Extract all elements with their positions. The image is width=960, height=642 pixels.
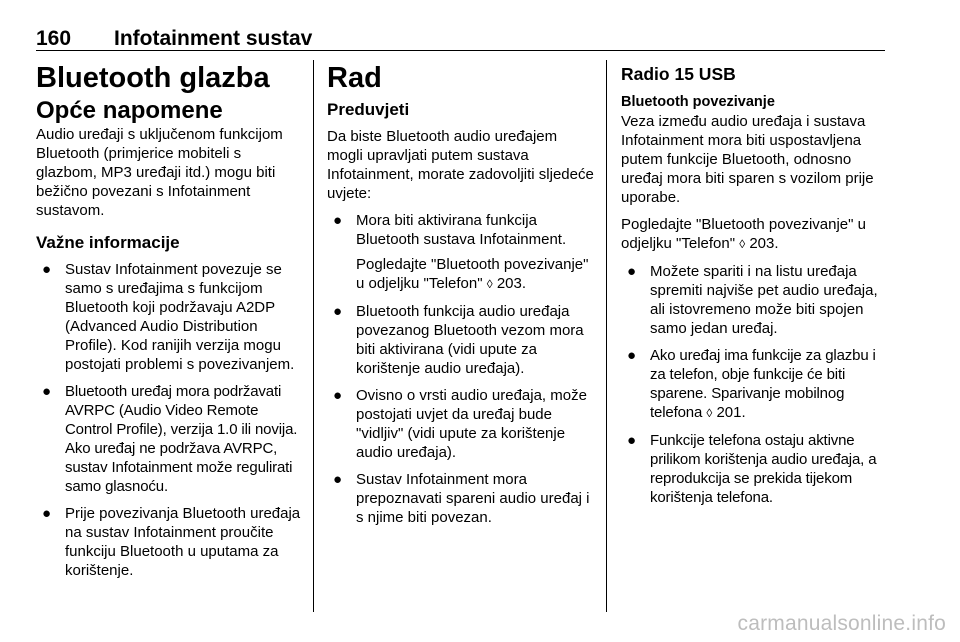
- watermark-text: carmanualsonline.info: [737, 612, 946, 635]
- list-item-text: Možete spariti i na listu uređaja spremiti najviše pet audio uređaja, ali istovremeno može biti spojen samo jedan uređaj.: [650, 263, 878, 337]
- prerequisites-list: [327, 211, 595, 527]
- list-item: [36, 260, 302, 374]
- list-item: [327, 386, 595, 462]
- bullet-icon: ●: [333, 471, 343, 488]
- pairing-notes-list: [621, 262, 887, 507]
- bullet-icon: ●: [333, 212, 343, 229]
- list-item: [36, 504, 302, 580]
- intro-paragraph: Audio uređaji s uključenom funkcijom Bluetooth (primjerice mobiteli s glazbom, MP3 uređaji itd.) mogu biti bežično povezani s Infotainment sustavom.: [36, 126, 283, 219]
- list-item: [327, 470, 595, 527]
- bullet-icon: ●: [333, 303, 343, 320]
- important-info-list: [36, 260, 302, 580]
- cross-reference-text: Pogledajte "Bluetooth povezivanje" u odjeljku "Telefon": [621, 216, 866, 252]
- prerequisites-title: Preduvjeti: [327, 100, 410, 119]
- column-operation: [327, 60, 595, 535]
- list-item-text: Funkcije telefona ostaju aktivne prilikom korištenja audio uređaja, a reprodukcija se prekida tijekom korištenja telefona.: [650, 432, 877, 506]
- intro-paragraph: Veza između audio uređaja i sustava Infotainment mora biti uspostavljena putem funkcije Bluetooth, odnosno uređaj mora biti sparen s vozilom prije uporabe.: [621, 113, 874, 206]
- list-item-text: Sustav Infotainment povezuje se samo s uređajima s funkcijom Bluetooth koji podržavaju A2DP (Advanced Audio Distribution Profile). Kod ranijih verzija mogu postojati problemi s povezivanjem.: [65, 261, 295, 373]
- list-item: [327, 211, 595, 294]
- list-item-text: Ovisno o vrsti audio uređaja, može postojati uvjet da uređaj bude "vidljiv" (vidi upute za korištenje audio uređaja).: [356, 387, 587, 461]
- page-reference-icon: ◊: [706, 406, 713, 420]
- bullet-icon: ●: [42, 261, 52, 278]
- bullet-icon: ●: [42, 505, 52, 522]
- bullet-icon: ●: [627, 263, 637, 280]
- list-item: [621, 262, 887, 338]
- list-item-text: Mora biti aktivirana funkcija Bluetooth sustava Infotainment.: [356, 212, 567, 248]
- list-item-text: Ako uređaj ima funkcije za glazbu i za telefon, obje funkcije će biti sparene. Sparivanje mobilnog telefona: [650, 347, 876, 421]
- bullet-icon: ●: [42, 383, 52, 400]
- bullet-icon: ●: [333, 387, 343, 404]
- page-reference-number: 203.: [496, 275, 527, 292]
- subsection-title: Opće napomene: [36, 97, 223, 124]
- column-bluetooth-music: [36, 60, 302, 588]
- bullet-icon: ●: [627, 347, 637, 364]
- section-title: Rad: [327, 62, 382, 94]
- list-item: [621, 431, 887, 507]
- list-item: [36, 382, 302, 496]
- header-rule: [36, 50, 885, 51]
- page-reference-icon: ◊: [486, 277, 493, 291]
- column-divider: [313, 60, 314, 612]
- subsection-title: Bluetooth povezivanje: [621, 94, 775, 110]
- page-reference-number: 203.: [749, 235, 779, 252]
- list-item-text: Bluetooth uređaj mora podržavati AVRPC (Audio Video Remote Control Profile), verzija 1.0 ili novija. Ako uređaj ne podržava AVRPC, sustav Infotainment može regulirati samo glasnoću.: [65, 383, 298, 495]
- page-reference-number: 201.: [716, 404, 746, 421]
- column-divider: [606, 60, 607, 612]
- intro-paragraph: Da biste Bluetooth audio uređajem mogli upravljati putem sustava Infotainment, morate zadovoljiti sljedeće uvjete:: [327, 128, 594, 202]
- list-item: [621, 346, 887, 423]
- important-info-title: Važne informacije: [36, 233, 180, 252]
- cross-reference: [356, 255, 595, 294]
- list-item-text: Sustav Infotainment mora prepoznavati spareni audio uređaj i s njime biti povezan.: [356, 471, 590, 526]
- section-title: Radio 15 USB: [621, 64, 736, 84]
- header-title: Infotainment sustav: [114, 27, 313, 50]
- list-item-text: Prije povezivanja Bluetooth uređaja na sustav Infotainment proučite funkciju Bluetooth u uputama za korištenje.: [65, 505, 301, 579]
- list-item: [327, 302, 595, 378]
- section-title: Bluetooth glazba: [36, 62, 270, 94]
- list-item-text: Bluetooth funkcija audio uređaja povezanog Bluetooth vezom mora biti aktivirana (vidi upute za korištenje audio uređaja).: [356, 303, 584, 377]
- page-header: [36, 26, 884, 52]
- cross-reference-text: Pogledajte "Bluetooth povezivanje" u odjeljku "Telefon": [356, 256, 589, 292]
- cross-reference: [621, 215, 887, 254]
- bullet-icon: ●: [627, 432, 637, 449]
- page-reference-icon: ◊: [739, 237, 746, 251]
- column-radio-15-usb: [621, 60, 887, 515]
- page-number: 160: [36, 27, 72, 50]
